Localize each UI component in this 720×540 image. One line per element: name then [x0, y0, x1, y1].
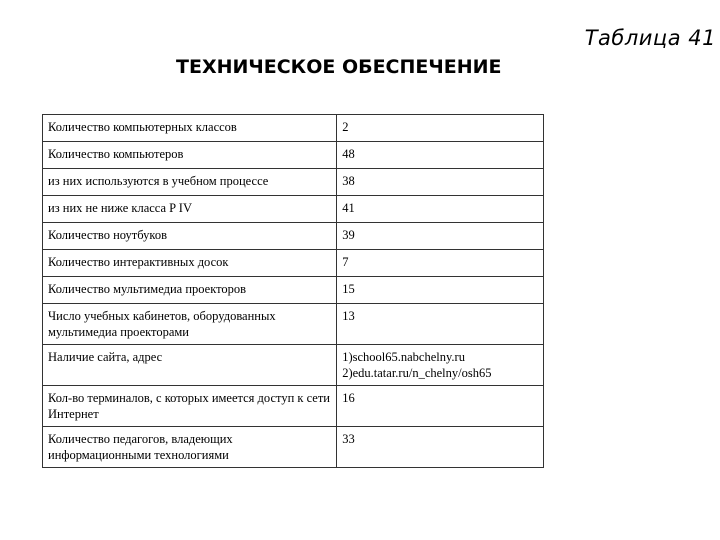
row-value: 41 — [337, 196, 544, 223]
row-label: из них не ниже класса P IV — [43, 196, 337, 223]
table-row — [43, 427, 544, 468]
row-value: 48 — [337, 142, 544, 169]
table-row — [43, 345, 544, 386]
table-caption: Таблица 41 — [584, 26, 716, 50]
row-value: 7 — [337, 250, 544, 277]
row-label: Наличие сайта, адрес — [43, 345, 337, 386]
row-label: Количество интерактивных досок — [43, 250, 337, 277]
website-link[interactable]: 1)school65.nabchelny.ru — [342, 350, 465, 364]
row-value: 16 — [337, 386, 544, 427]
table-row — [43, 196, 544, 223]
table-row — [43, 250, 544, 277]
row-value: 15 — [337, 277, 544, 304]
table-row — [43, 223, 544, 250]
row-label: Количество мультимедиа проекторов — [43, 277, 337, 304]
row-label: Количество ноутбуков — [43, 223, 337, 250]
row-label: Кол-во терминалов, с которых имеется доступ к сети Интернет — [43, 386, 337, 427]
table-row — [43, 386, 544, 427]
page-title: ТЕХНИЧЕСКОЕ ОБЕСПЕЧЕНИЕ — [176, 56, 502, 78]
row-label: Количество компьютерных классов — [43, 115, 337, 142]
row-value: 39 — [337, 223, 544, 250]
table-row — [43, 142, 544, 169]
row-label: Количество педагогов, владеющих информационными технологиями — [43, 427, 337, 468]
table-row — [43, 115, 544, 142]
row-value: 38 — [337, 169, 544, 196]
table-row — [43, 169, 544, 196]
row-value — [337, 345, 544, 386]
website-link[interactable]: 2)edu.tatar.ru/n_chelny/osh65 — [342, 366, 492, 380]
row-label: Количество компьютеров — [43, 142, 337, 169]
technical-equipment-table — [42, 114, 544, 468]
table-row — [43, 277, 544, 304]
table-row — [43, 304, 544, 345]
row-value: 13 — [337, 304, 544, 345]
row-value: 33 — [337, 427, 544, 468]
row-value: 2 — [337, 115, 544, 142]
row-label: из них используются в учебном процессе — [43, 169, 337, 196]
row-label: Число учебных кабинетов, оборудованных мультимедиа проекторами — [43, 304, 337, 345]
